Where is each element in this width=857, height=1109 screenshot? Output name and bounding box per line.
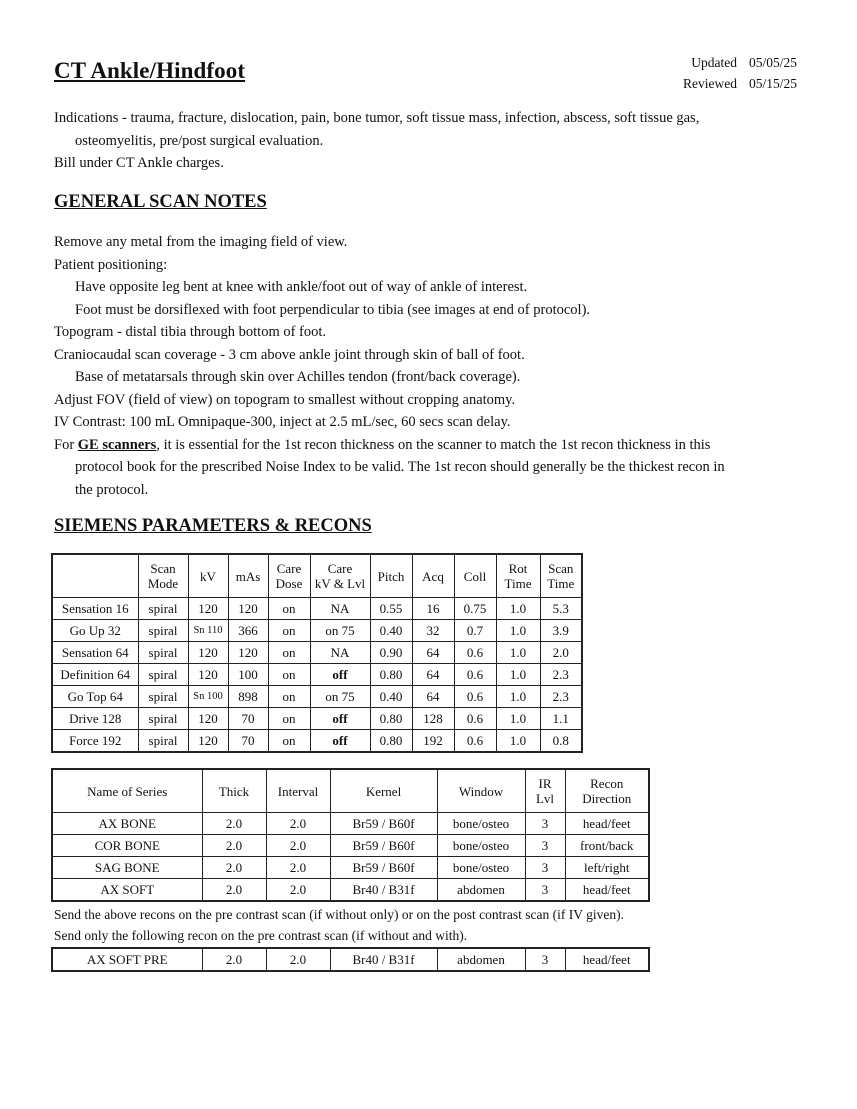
table-row <box>52 948 649 971</box>
care-kv: on 75 <box>310 620 370 642</box>
header-rot-time <box>496 554 540 598</box>
window: bone/osteo <box>437 813 525 835</box>
header-scan-time <box>540 554 582 598</box>
coverage-note-2: Base of metatarsals through skin over Achilles tendon (front/back coverage). <box>75 369 521 385</box>
series-name: SAG BONE <box>52 857 202 879</box>
pitch: 0.90 <box>370 642 412 664</box>
recons-note-1: Send the above recons on the pre contrast scan (if without only) or on the post contrast scan (if IV given). <box>54 907 624 922</box>
scan-mode: spiral <box>138 708 188 730</box>
header-text: Scan <box>150 561 176 576</box>
rot-time: 1.0 <box>496 598 540 620</box>
header-text: Dose <box>275 576 303 591</box>
acq: 128 <box>412 708 454 730</box>
care-kv: NA <box>310 598 370 620</box>
rot-time: 1.0 <box>496 664 540 686</box>
recons-table <box>51 768 650 902</box>
rot-time: 1.0 <box>496 730 540 753</box>
table-row <box>52 620 582 642</box>
thick: 2.0 <box>202 835 266 857</box>
coll: 0.6 <box>454 686 496 708</box>
header-text: Time <box>547 576 575 591</box>
mas: 120 <box>228 642 268 664</box>
pitch: 0.80 <box>370 730 412 753</box>
coll: 0.6 <box>454 708 496 730</box>
header-thick: Thick <box>202 769 266 813</box>
interval: 2.0 <box>266 835 330 857</box>
rot-time: 1.0 <box>496 620 540 642</box>
mas: 120 <box>228 598 268 620</box>
window: bone/osteo <box>437 835 525 857</box>
acq: 64 <box>412 642 454 664</box>
general-heading: GENERAL SCAN NOTES <box>54 192 267 212</box>
care-kv: NA <box>310 642 370 664</box>
header-text: Rot <box>508 561 528 576</box>
interval: 2.0 <box>266 813 330 835</box>
recons-notes <box>54 904 624 946</box>
header-care-dose <box>268 554 310 598</box>
rot-time: 1.0 <box>496 708 540 730</box>
series-name: COR BONE <box>52 835 202 857</box>
rot-time: 1.0 <box>496 686 540 708</box>
header-ir-lvl <box>525 769 565 813</box>
scan-time: 2.0 <box>540 642 582 664</box>
contrast-note: IV Contrast: 100 mL Omnipaque-300, inject at 2.5 mL/sec, 60 secs scan delay. <box>54 414 511 430</box>
ir-lvl: 3 <box>525 948 565 971</box>
header-interval: Interval <box>266 769 330 813</box>
table-row <box>52 879 649 902</box>
scanner-name: Go Top 64 <box>52 686 138 708</box>
scanner-name: Drive 128 <box>52 708 138 730</box>
interval: 2.0 <box>266 857 330 879</box>
table-row <box>52 708 582 730</box>
positioning-note: Patient positioning: <box>54 256 168 273</box>
positioning-item-2: Foot must be dorsiflexed with foot perpendicular to tibia (see images at end of protocol). <box>75 301 591 318</box>
mas: 366 <box>228 620 268 642</box>
scan-mode: spiral <box>138 730 188 753</box>
scan-time: 3.9 <box>540 620 582 642</box>
window: abdomen <box>437 948 525 971</box>
scanner-name: Go Up 32 <box>52 620 138 642</box>
care-kv: on 75 <box>310 686 370 708</box>
recon-direction: head/feet <box>565 813 649 835</box>
thick: 2.0 <box>202 948 266 971</box>
scan-mode: spiral <box>138 642 188 664</box>
care-dose: on <box>268 664 310 686</box>
updated-date: 05/05/25 <box>748 55 797 70</box>
table-row <box>52 686 582 708</box>
care-kv: off <box>310 730 370 753</box>
series-name: AX SOFT PRE <box>52 948 202 971</box>
header-text: Time <box>504 576 532 591</box>
kernel: Br59 / B60f <box>330 835 437 857</box>
updated-label: Updated <box>691 55 737 70</box>
scan-mode: spiral <box>138 686 188 708</box>
care-dose: on <box>268 708 310 730</box>
header-kernel: Kernel <box>330 769 437 813</box>
header-pitch: Pitch <box>370 554 412 598</box>
recon-direction: front/back <box>565 835 649 857</box>
siemens-heading: SIEMENS PARAMETERS & RECONS <box>54 516 372 536</box>
coll: 0.7 <box>454 620 496 642</box>
scan-mode: spiral <box>138 598 188 620</box>
header-text: Care <box>276 561 302 576</box>
kv: Sn 100 <box>188 686 228 708</box>
table-row <box>52 730 582 753</box>
kv: Sn 110 <box>188 620 228 642</box>
siemens-parameters-table <box>51 553 583 753</box>
recon-direction: head/feet <box>565 948 649 971</box>
pitch: 0.80 <box>370 664 412 686</box>
header-text: Care <box>327 561 353 576</box>
mas: 70 <box>228 730 268 753</box>
header-kv: kV <box>188 554 228 598</box>
table-row <box>52 664 582 686</box>
header-scan-mode <box>138 554 188 598</box>
page-title: CT Ankle/Hindfoot <box>54 58 246 83</box>
pitch: 0.40 <box>370 620 412 642</box>
kv: 120 <box>188 664 228 686</box>
series-name: AX SOFT <box>52 879 202 902</box>
mas: 100 <box>228 664 268 686</box>
scanner-name: Sensation 16 <box>52 598 138 620</box>
series-name: AX BONE <box>52 813 202 835</box>
header-text: Lvl <box>535 791 555 806</box>
recon-direction: left/right <box>565 857 649 879</box>
kv: 120 <box>188 642 228 664</box>
ge-note-line-1 <box>54 434 725 457</box>
ge-note-line-2: protocol book for the prescribed Noise Index to be valid. The 1st recon should generally be the thickest recon in <box>75 459 725 475</box>
metal-note: Remove any metal from the imaging field of view. <box>54 234 348 250</box>
header-recon-direction <box>565 769 649 813</box>
kernel: Br59 / B60f <box>330 813 437 835</box>
ir-lvl: 3 <box>525 835 565 857</box>
recons-note-2: Send only the following recon on the pre contrast scan (if without and with). <box>54 928 468 943</box>
care-dose: on <box>268 642 310 664</box>
table-row <box>52 642 582 664</box>
scan-time: 0.8 <box>540 730 582 753</box>
rot-time: 1.0 <box>496 642 540 664</box>
siemens-header-row <box>52 554 582 598</box>
general-notes <box>54 231 725 501</box>
acq: 32 <box>412 620 454 642</box>
care-kv: off <box>310 664 370 686</box>
pitch: 0.80 <box>370 708 412 730</box>
intro-section <box>54 107 699 175</box>
coll: 0.75 <box>454 598 496 620</box>
mas: 898 <box>228 686 268 708</box>
reviewed-label: Reviewed <box>683 76 737 91</box>
table-row <box>52 857 649 879</box>
pitch: 0.55 <box>370 598 412 620</box>
acq: 192 <box>412 730 454 753</box>
header-series-name: Name of Series <box>52 769 202 813</box>
care-kv: off <box>310 708 370 730</box>
revision-dates <box>683 52 797 94</box>
scan-time: 1.1 <box>540 708 582 730</box>
care-dose: on <box>268 686 310 708</box>
thick: 2.0 <box>202 813 266 835</box>
indications-line-2: osteomyelitis, pre/post surgical evaluation. <box>75 132 324 149</box>
acq: 16 <box>412 598 454 620</box>
scan-mode: spiral <box>138 664 188 686</box>
thick: 2.0 <box>202 857 266 879</box>
acq: 64 <box>412 664 454 686</box>
care-dose: on <box>268 598 310 620</box>
acq: 64 <box>412 686 454 708</box>
ge-scanners-link[interactable]: GE scanners <box>77 436 157 453</box>
care-dose: on <box>268 620 310 642</box>
table-row <box>52 598 582 620</box>
header-mas: mAs <box>228 554 268 598</box>
care-dose: on <box>268 730 310 753</box>
header-coll: Coll <box>454 554 496 598</box>
ge-rest: , it is essential for the 1st recon thickness on the scanner to match the 1st recon thickness in this <box>156 436 711 453</box>
header-text: kV & Lvl <box>314 576 366 591</box>
ir-lvl: 3 <box>525 813 565 835</box>
table-row <box>52 835 649 857</box>
scanner-name: Force 192 <box>52 730 138 753</box>
ir-lvl: 3 <box>525 879 565 902</box>
header-text: IR <box>538 776 552 791</box>
scan-mode: spiral <box>138 620 188 642</box>
pre-contrast-recon-table <box>51 947 650 972</box>
header-window: Window <box>437 769 525 813</box>
interval: 2.0 <box>266 879 330 902</box>
ir-lvl: 3 <box>525 857 565 879</box>
kv: 120 <box>188 708 228 730</box>
thick: 2.0 <box>202 879 266 902</box>
coverage-note: Craniocaudal scan coverage - 3 cm above ankle joint through skin of ball of foot. <box>54 346 525 363</box>
header-text: Recon <box>590 776 624 791</box>
scanner-name: Sensation 64 <box>52 642 138 664</box>
billing-line: Bill under CT Ankle charges. <box>54 155 224 171</box>
scan-time: 5.3 <box>540 598 582 620</box>
mas: 70 <box>228 708 268 730</box>
positioning-item-1: Have opposite leg bent at knee with ankle/foot out of way of ankle of interest. <box>75 279 528 295</box>
blank-header-cell <box>52 554 138 598</box>
pitch: 0.40 <box>370 686 412 708</box>
scan-time: 2.3 <box>540 664 582 686</box>
indications-line-1: Indications - trauma, fracture, dislocation, pain, bone tumor, soft tissue mass, infection, abscess, soft tissue gas, <box>54 110 700 126</box>
header-care-kv <box>310 554 370 598</box>
scan-time: 2.3 <box>540 686 582 708</box>
header-text: Direction <box>582 791 632 806</box>
kv: 120 <box>188 730 228 753</box>
header-text: Scan <box>548 561 574 576</box>
kernel: Br40 / B31f <box>330 879 437 902</box>
kv: 120 <box>188 598 228 620</box>
kernel: Br59 / B60f <box>330 857 437 879</box>
interval: 2.0 <box>266 948 330 971</box>
header-acq: Acq <box>412 554 454 598</box>
reviewed-date: 05/15/25 <box>748 76 797 91</box>
coll: 0.6 <box>454 642 496 664</box>
ge-note-line-3: the protocol. <box>75 481 149 498</box>
fov-note: Adjust FOV (field of view) on topogram to smallest without cropping anatomy. <box>54 391 516 408</box>
coll: 0.6 <box>454 664 496 686</box>
recons-header-row <box>52 769 649 813</box>
window: abdomen <box>437 879 525 902</box>
recon-direction: head/feet <box>565 879 649 902</box>
scanner-name: Definition 64 <box>52 664 138 686</box>
table-row <box>52 813 649 835</box>
ge-prefix: For <box>54 436 78 453</box>
topogram-note: Topogram - distal tibia through bottom of foot. <box>54 324 327 340</box>
kernel: Br40 / B31f <box>330 948 437 971</box>
header-text: Mode <box>147 576 179 591</box>
coll: 0.6 <box>454 730 496 753</box>
window: bone/osteo <box>437 857 525 879</box>
